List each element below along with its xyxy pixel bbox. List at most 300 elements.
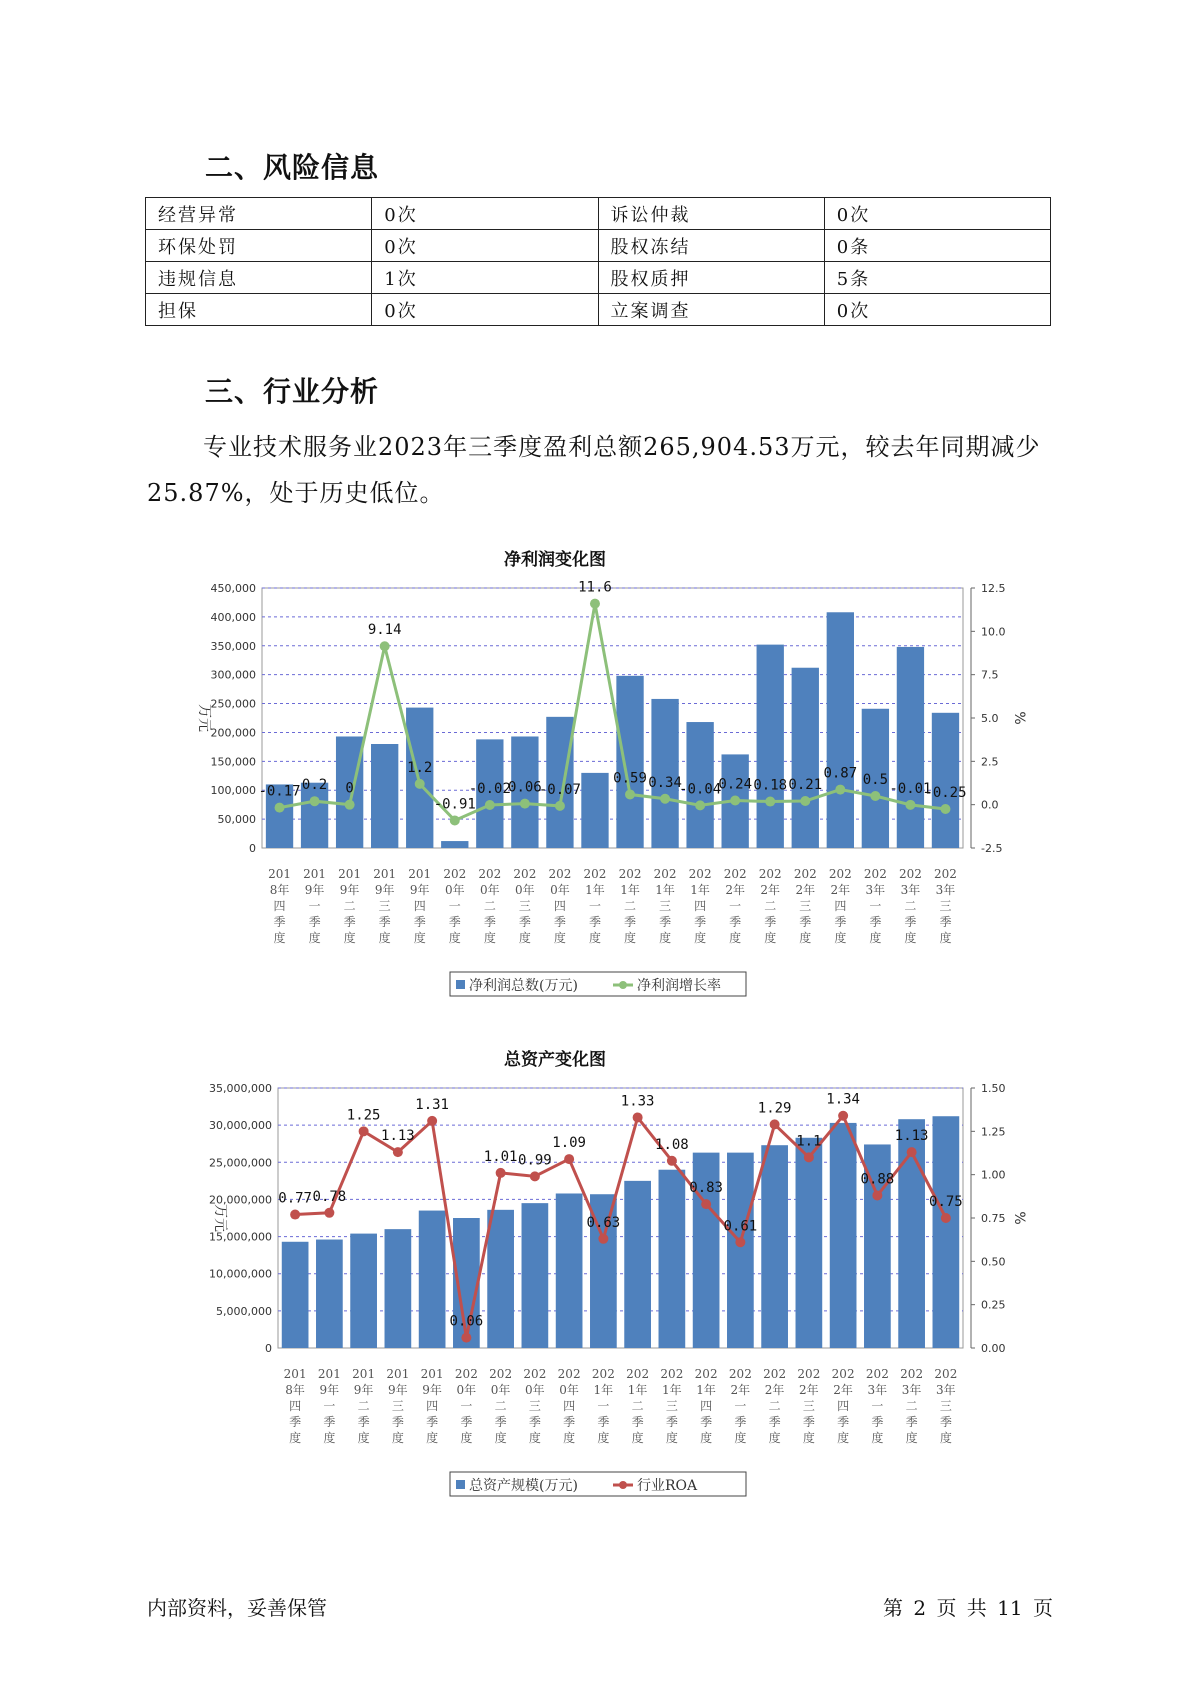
x-tick-label: 9年	[409, 883, 430, 897]
x-tick-label: 季	[494, 1415, 507, 1429]
line-point	[324, 1208, 334, 1218]
total-assets-chart	[180, 1040, 1040, 1510]
line-point	[872, 1190, 882, 1200]
y2-tick-label: 0.25	[981, 1298, 1006, 1312]
x-tick-label: 度	[391, 1431, 404, 1445]
x-tick-label: 1年	[585, 883, 605, 897]
x-tick-label: 一	[448, 899, 461, 913]
data-label: 0	[345, 780, 354, 797]
data-label: 1.33	[620, 1093, 655, 1110]
line-point	[870, 791, 880, 801]
line-point	[695, 800, 705, 810]
x-tick-label: 2年	[725, 883, 745, 897]
x-tick-label: 季	[904, 915, 917, 929]
risk-item-label: 股权冻结	[598, 230, 824, 262]
x-tick-label: 202	[728, 1367, 752, 1381]
y2-tick-label: 10.0	[981, 625, 1006, 639]
x-tick-label: 四	[273, 899, 286, 913]
x-tick-label: 度	[768, 1431, 781, 1445]
x-tick-label: 三	[799, 899, 812, 913]
bar	[796, 1138, 823, 1348]
y2-tick-label: 5.0	[981, 712, 999, 725]
x-tick-label: 度	[273, 931, 286, 945]
bar	[830, 1123, 857, 1348]
x-tick-label: 二	[483, 899, 496, 913]
x-tick-label: 202	[934, 867, 957, 881]
plot-area	[278, 1088, 963, 1348]
y2-tick-label: -2.5	[981, 842, 1003, 855]
data-label: 0.18	[753, 777, 788, 794]
x-tick-label: 三	[939, 1399, 952, 1413]
line-point	[907, 1147, 917, 1157]
x-tick-label: 三	[378, 899, 391, 913]
x-tick-label: 202	[548, 867, 572, 881]
x-tick-label: 202	[626, 1367, 650, 1381]
x-tick-label: 四	[563, 1399, 576, 1413]
x-tick-label: 202	[443, 867, 467, 881]
x-tick-label: 度	[460, 1431, 473, 1445]
x-tick-label: 8年	[269, 883, 290, 897]
data-label: 0.06	[449, 1313, 484, 1330]
x-tick-label: 201	[386, 1367, 410, 1381]
line-point	[625, 789, 635, 799]
x-tick-label: 9年	[304, 883, 325, 897]
x-tick-label: 度	[799, 931, 812, 945]
x-tick-label: 202	[758, 867, 782, 881]
risk-item-label: 违规信息	[146, 262, 372, 294]
line-point	[427, 1116, 437, 1126]
x-tick-label: 度	[904, 931, 917, 945]
y2-tick-label: 1.25	[981, 1125, 1006, 1139]
bar	[727, 1153, 754, 1348]
y-tick-label: 15,000,000	[209, 1230, 272, 1244]
bar	[651, 699, 678, 848]
y-tick-label: 250,000	[210, 697, 256, 711]
x-tick-label: 四	[553, 899, 566, 913]
y-tick-label: 400,000	[210, 610, 256, 624]
line-point	[730, 796, 740, 806]
x-tick-label: 度	[308, 931, 321, 945]
data-label: 1.2	[407, 759, 433, 776]
x-tick-label: 一	[734, 1399, 747, 1413]
x-tick-label: 季	[665, 1415, 678, 1429]
x-tick-label: 度	[837, 1431, 850, 1445]
x-tick-label: 一	[869, 899, 882, 913]
x-tick-label: 度	[700, 1431, 713, 1445]
x-tick-label: 0年	[456, 1383, 477, 1397]
industry-analysis-paragraph: 专业技术服务业2023年三季度盈利总额265,904.53万元，较去年同期减少25.87%，处于历史低位。	[147, 433, 1041, 507]
line-point	[590, 599, 600, 609]
x-tick-label: 季	[343, 915, 356, 929]
x-tick-label: 202	[478, 867, 502, 881]
risk-item-label: 诉讼仲裁	[598, 198, 824, 230]
x-tick-label: 度	[518, 931, 531, 945]
x-tick-label: 季	[700, 1415, 713, 1429]
bar	[624, 1181, 651, 1348]
line-point	[770, 1119, 780, 1129]
risk-item-label: 股权质押	[598, 262, 824, 294]
x-tick-label: 一	[597, 1399, 610, 1413]
x-tick-label: 度	[343, 931, 356, 945]
x-tick-label: 度	[665, 1431, 678, 1445]
x-tick-label: 季	[729, 915, 742, 929]
x-tick-label: 季	[734, 1415, 747, 1429]
x-tick-label: 四	[289, 1399, 302, 1413]
x-tick-label: 季	[378, 915, 391, 929]
x-tick-label: 202	[688, 867, 712, 881]
data-label: 1.09	[552, 1135, 586, 1152]
x-tick-label: 季	[518, 915, 531, 929]
line-point	[735, 1237, 745, 1247]
bar	[556, 1193, 583, 1348]
x-tick-label: 度	[659, 931, 672, 945]
x-tick-label: 201	[373, 867, 397, 881]
x-tick-label: 季	[799, 915, 812, 929]
line-point	[520, 799, 530, 809]
x-tick-label: 202	[863, 867, 887, 881]
x-tick-label: 202	[513, 867, 537, 881]
bar	[757, 645, 784, 848]
y-tick-label: 10,000,000	[209, 1267, 272, 1281]
section-heading-risk: 二、风险信息	[205, 151, 380, 184]
data-label: -0.17	[258, 783, 301, 800]
x-tick-label: 度	[764, 931, 777, 945]
x-tick-label: 8年	[285, 1383, 305, 1397]
x-tick-label: 一	[460, 1399, 473, 1413]
line-point	[633, 1112, 643, 1122]
x-tick-label: 度	[563, 1431, 576, 1445]
bar	[487, 1210, 514, 1348]
y2-tick-label: 12.5	[981, 582, 1006, 595]
x-tick-label: 201	[268, 867, 291, 881]
x-tick-label: 三	[939, 899, 952, 913]
data-label: -0.04	[679, 781, 722, 798]
x-tick-label: 季	[939, 915, 952, 929]
x-tick-label: 9年	[319, 1383, 340, 1397]
x-tick-label: 202	[934, 1367, 958, 1381]
x-tick-label: 一	[323, 1399, 336, 1413]
data-label: 0.21	[788, 777, 823, 794]
data-label: 0.59	[613, 770, 647, 787]
data-label: 1.08	[655, 1136, 689, 1153]
line-point	[800, 796, 810, 806]
data-label: 1.1	[796, 1133, 822, 1150]
chart-title: 净利润变化图	[504, 550, 606, 570]
x-tick-label: 二	[357, 1399, 370, 1413]
bar	[932, 713, 959, 848]
line-point	[359, 1126, 369, 1136]
data-label: 0.61	[723, 1218, 758, 1235]
x-tick-label: 四	[413, 899, 426, 913]
x-tick-label: 202	[797, 1367, 821, 1381]
x-tick-label: 202	[557, 1367, 581, 1381]
data-label: -0.02	[468, 781, 511, 798]
x-tick-label: 四	[834, 899, 847, 913]
x-tick-label: 二	[764, 899, 777, 913]
data-label: -0.25	[924, 785, 967, 801]
x-tick-label: 度	[871, 1431, 884, 1445]
x-tick-label: 季	[323, 1415, 336, 1429]
x-tick-label: 季	[289, 1415, 302, 1429]
x-tick-label: 9年	[353, 1383, 374, 1397]
x-tick-label: 度	[588, 931, 601, 945]
x-tick-label: 1年	[662, 1383, 682, 1397]
x-tick-label: 度	[528, 1431, 541, 1445]
risk-table-row	[146, 262, 1051, 294]
x-tick-label: 度	[624, 931, 637, 945]
y-axis-title: 万元	[196, 704, 212, 732]
x-tick-label: 1年	[655, 883, 675, 897]
x-tick-label: 度	[553, 931, 566, 945]
x-tick-label: 9年	[388, 1383, 408, 1397]
y2-axis-title: %	[1011, 711, 1027, 725]
x-tick-label: 三	[665, 1399, 678, 1413]
x-tick-label: 度	[631, 1431, 644, 1445]
y-tick-label: 30,000,000	[209, 1119, 272, 1133]
x-tick-label: 季	[597, 1415, 610, 1429]
line-point	[450, 815, 460, 825]
x-tick-label: 201	[283, 1367, 307, 1381]
x-tick-label: 度	[734, 1431, 747, 1445]
x-tick-label: 2年	[795, 883, 816, 897]
x-tick-label: 0年	[515, 883, 535, 897]
bar	[827, 612, 854, 848]
x-tick-label: 0年	[490, 1383, 511, 1397]
legend-swatch-bar	[456, 980, 465, 989]
x-tick-label: 二	[624, 899, 637, 913]
x-tick-label: 2年	[833, 1383, 853, 1397]
x-tick-label: 四	[694, 899, 707, 913]
x-tick-label: 季	[588, 915, 601, 929]
line-point	[380, 641, 390, 651]
risk-item-label: 立案调查	[598, 294, 824, 326]
data-label: -0.01	[889, 780, 932, 797]
x-tick-label: 202	[828, 867, 852, 881]
x-tick-label: 季	[624, 915, 637, 929]
line-point	[310, 796, 320, 806]
risk-item-value: 0次	[372, 230, 598, 262]
x-tick-label: 202	[489, 1367, 513, 1381]
footer-page-number: 第 2 页 共 11 页	[883, 1596, 1053, 1620]
y-tick-label: 35,000,000	[209, 1082, 272, 1095]
data-label: 0.88	[860, 1171, 895, 1188]
x-tick-label: 202	[898, 867, 922, 881]
chart-title: 总资产变化图	[504, 1050, 606, 1070]
y-tick-label: 20,000,000	[209, 1193, 272, 1207]
x-tick-label: 201	[317, 1367, 341, 1381]
risk-item-value: 0条	[824, 230, 1050, 262]
x-tick-label: 2年	[764, 1383, 785, 1397]
x-tick-label: 四	[426, 1399, 439, 1413]
x-tick-label: 0年	[480, 883, 500, 897]
bar	[371, 744, 398, 848]
line-point	[485, 800, 495, 810]
x-tick-label: 201	[408, 867, 432, 881]
data-label: 0.24	[718, 776, 753, 793]
x-tick-label: 季	[460, 1415, 473, 1429]
x-tick-label: 度	[802, 1431, 815, 1445]
x-tick-label: 202	[653, 867, 677, 881]
data-label: -0.07	[538, 781, 582, 798]
x-tick-label: 季	[563, 1415, 576, 1429]
y2-tick-label: 7.5	[981, 668, 999, 682]
x-tick-label: 三	[391, 1399, 404, 1413]
x-tick-label: 季	[483, 915, 496, 929]
x-tick-label: 季	[869, 915, 882, 929]
risk-table-row	[146, 230, 1051, 262]
x-tick-label: 202	[454, 1367, 478, 1381]
line-point	[765, 797, 775, 807]
x-tick-label: 一	[729, 899, 742, 913]
line-point	[835, 785, 845, 795]
line-point	[415, 779, 425, 789]
x-tick-label: 度	[905, 1431, 918, 1445]
legend-label-line: 行业ROA	[637, 1478, 698, 1494]
net-profit-chart	[180, 540, 1040, 1010]
x-tick-label: 1年	[627, 1383, 648, 1397]
risk-table-row	[146, 294, 1051, 326]
y2-tick-label: 0.75	[981, 1212, 1006, 1225]
x-tick-label: 201	[303, 867, 327, 881]
x-tick-label: 2年	[799, 1383, 819, 1397]
risk-item-value: 0次	[372, 294, 598, 326]
x-tick-label: 0年	[525, 1383, 545, 1397]
bar	[933, 1116, 960, 1348]
y-tick-label: 200,000	[210, 726, 256, 740]
data-label: 0.34	[648, 774, 682, 791]
x-tick-label: 3年	[865, 883, 886, 897]
bar	[316, 1240, 343, 1348]
bar	[897, 647, 924, 848]
x-tick-label: 202	[900, 1367, 924, 1381]
bar	[761, 1145, 788, 1348]
bar	[581, 773, 608, 848]
x-tick-label: 202	[763, 1367, 787, 1381]
legend-label-bars: 净利润总数(万元)	[469, 978, 578, 994]
x-tick-label: 2年	[830, 883, 851, 897]
bar	[522, 1203, 549, 1348]
x-tick-label: 度	[378, 931, 391, 945]
line-point	[275, 803, 285, 813]
x-tick-label: 3年	[867, 1383, 888, 1397]
y2-tick-label: 2.5	[981, 755, 999, 769]
data-label: 1.13	[894, 1128, 929, 1145]
data-label: 0.63	[586, 1214, 621, 1231]
x-tick-label: 度	[834, 931, 847, 945]
data-label: 0.78	[312, 1188, 347, 1205]
line-point	[941, 1213, 951, 1223]
x-tick-label: 季	[764, 915, 777, 929]
y-axis-title: 万元	[212, 1204, 228, 1232]
x-tick-label: 2年	[730, 1383, 751, 1397]
x-tick-label: 1年	[696, 1383, 716, 1397]
x-tick-label: 季	[905, 1415, 918, 1429]
line-point	[530, 1171, 540, 1181]
bar	[616, 676, 643, 848]
line-point	[598, 1234, 608, 1244]
y-tick-label: 50,000	[217, 813, 256, 827]
x-tick-label: 3年	[901, 1383, 922, 1397]
x-tick-label: 季	[273, 915, 286, 929]
line-point	[905, 800, 915, 810]
data-label: 1.34	[826, 1091, 860, 1108]
data-label: 1.25	[346, 1107, 381, 1124]
section-heading-industry: 三、行业分析	[205, 375, 380, 408]
x-tick-label: 季	[837, 1415, 850, 1429]
x-tick-label: 度	[289, 1431, 302, 1445]
bar	[659, 1170, 686, 1348]
x-tick-label: 二	[343, 899, 356, 913]
line-point	[393, 1147, 403, 1157]
legend-label-line: 净利润增长率	[637, 978, 721, 994]
x-tick-label: 9年	[422, 1383, 442, 1397]
data-label: 0.83	[689, 1180, 723, 1197]
x-tick-label: 季	[631, 1415, 644, 1429]
x-tick-label: 季	[448, 915, 461, 929]
x-tick-label: 一	[588, 899, 601, 913]
x-tick-label: 度	[357, 1431, 370, 1445]
line-point	[345, 800, 355, 810]
data-label: 1.13	[381, 1128, 415, 1145]
x-tick-label: 二	[904, 899, 917, 913]
x-tick-label: 季	[426, 1415, 439, 1429]
total-assets-chart-svg	[180, 1040, 1040, 1510]
risk-item-label: 担保	[146, 294, 372, 326]
x-tick-label: 201	[352, 1367, 376, 1381]
data-label: 1.01	[483, 1148, 518, 1165]
risk-item-value: 0次	[372, 198, 598, 230]
data-label: 0.75	[929, 1194, 963, 1210]
x-tick-label: 季	[528, 1415, 541, 1429]
y-tick-label: 450,000	[210, 582, 256, 595]
risk-item-label: 环保处罚	[146, 230, 372, 262]
x-tick-label: 201	[338, 867, 362, 881]
x-tick-label: 季	[413, 915, 426, 929]
x-tick-label: 度	[939, 931, 952, 945]
x-tick-label: 202	[660, 1367, 684, 1381]
y-tick-label: 0	[265, 1342, 272, 1355]
risk-item-label: 经营异常	[146, 198, 372, 230]
x-tick-label: 度	[597, 1431, 610, 1445]
bar	[350, 1234, 377, 1348]
x-tick-label: 季	[391, 1415, 404, 1429]
data-label: 1.31	[415, 1096, 449, 1113]
line-point	[555, 801, 565, 811]
x-tick-label: 3年	[935, 883, 956, 897]
x-tick-label: 季	[871, 1415, 884, 1429]
risk-info-table	[145, 197, 1051, 326]
x-tick-label: 二	[494, 1399, 507, 1413]
y2-tick-label: 1.00	[981, 1168, 1006, 1182]
x-tick-label: 度	[483, 931, 496, 945]
x-tick-label: 0年	[550, 883, 570, 897]
x-tick-label: 季	[357, 1415, 370, 1429]
data-label: 9.14	[367, 622, 402, 639]
x-tick-label: 度	[413, 931, 426, 945]
x-tick-label: 3年	[900, 883, 921, 897]
y2-tick-label: 0.00	[981, 1342, 1006, 1355]
data-label: 0.99	[518, 1152, 552, 1169]
legend-swatch-point	[619, 1481, 627, 1489]
x-tick-label: 季	[802, 1415, 815, 1429]
x-tick-label: 202	[591, 1367, 615, 1381]
x-tick-label: 202	[831, 1367, 855, 1381]
x-tick-label: 季	[659, 915, 672, 929]
x-tick-label: 9年	[374, 883, 395, 897]
x-tick-label: 三	[802, 1399, 815, 1413]
bar	[419, 1211, 446, 1348]
x-tick-label: 季	[694, 915, 707, 929]
